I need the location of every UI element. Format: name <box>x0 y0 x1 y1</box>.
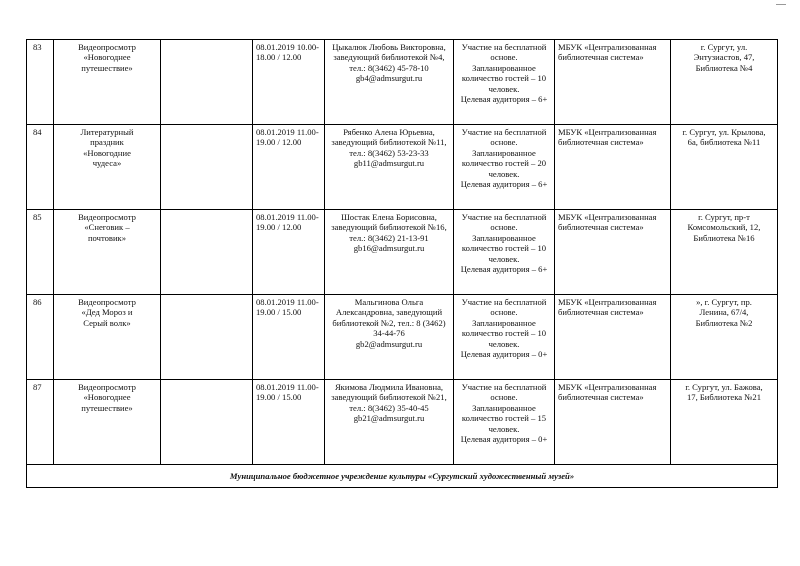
table-row <box>27 295 778 380</box>
terms-cell-line: Целевая аудитория – 0+ <box>460 434 548 445</box>
address-cell-line: Библиотека №2 <box>695 317 753 328</box>
contact-cell-line: библиотекой №2, тел.: 8 (3462) <box>332 317 446 328</box>
events-table <box>26 39 778 488</box>
empty-cell <box>161 380 253 465</box>
date-time-cell-line: 18.00 / 12.00 <box>256 52 302 63</box>
terms-cell-line: Запланированное <box>472 402 536 413</box>
organizer-cell <box>555 380 671 465</box>
terms-cell-line: основе. <box>490 52 518 63</box>
contact-cell-line: Мальгинова Ольга <box>354 297 424 307</box>
event-name-cell-line: «Новогодние <box>83 147 131 158</box>
organizer-cell-line: МБУК «Централизованная <box>558 212 657 222</box>
contact-cell-line: заведующий библиотекой №4, <box>333 52 445 63</box>
address-cell-line: г. Сургут, ул. <box>700 42 748 52</box>
address-cell-line: г. Сургут, ул. Бажова, <box>685 382 763 392</box>
address-cell-line: Ленина, 67/4, <box>699 307 749 318</box>
empty-cell <box>161 125 253 210</box>
contact-cell-line: заведующий библиотекой №21, <box>331 392 447 403</box>
contact-cell-line: тел.: 8(3462) 53-23-33 <box>349 147 429 158</box>
date-time-cell-line: 19.00 / 12.00 <box>256 137 302 148</box>
date-time-cell-line: 08.01.2019 11.00- <box>256 382 319 392</box>
section-header-row <box>27 465 778 488</box>
contact-cell <box>325 295 454 380</box>
event-name-cell-line: Видеопросмотр <box>78 212 136 222</box>
terms-cell-line: количество гостей – 10 <box>461 328 547 339</box>
event-name-cell-line: путешествие» <box>81 62 133 73</box>
contact-cell-line: тел.: 8(3462) 45-78-10 <box>349 62 429 73</box>
terms-cell-line: количество гостей – 10 <box>461 73 547 84</box>
address-cell-line: г. Сургут, ул. Крылова, <box>682 127 766 137</box>
table-row <box>27 380 778 465</box>
contact-cell-line: Александровна, заведующий <box>335 307 443 318</box>
terms-cell-line: человек. <box>488 338 520 349</box>
table-row <box>27 210 778 295</box>
row-number: 87 <box>27 380 54 465</box>
address-cell-line: Библиотека №4 <box>695 62 753 73</box>
event-name-cell-line: Серый волк» <box>83 317 131 328</box>
row-number: 84 <box>27 125 54 210</box>
terms-cell-line: Участие на бесплатной <box>461 127 547 137</box>
terms-cell-line: Участие на бесплатной <box>461 297 547 307</box>
terms-cell-line: человек. <box>488 423 520 434</box>
contact-cell-line: заведующий библиотекой №16, <box>331 222 447 233</box>
date-time-cell <box>253 40 325 125</box>
address-cell <box>671 40 778 125</box>
terms-cell-line: человек. <box>488 253 520 264</box>
date-time-cell <box>253 210 325 295</box>
date-time-cell <box>253 380 325 465</box>
contact-cell-line: Рябенко Алена Юрьевна, <box>343 127 435 137</box>
event-name-cell-line: «Дед Мороз и <box>81 307 133 318</box>
date-time-cell <box>253 295 325 380</box>
contact-cell-line: gb4@admsurgut.ru <box>355 73 423 84</box>
address-cell-line: Энтузиастов, 47, <box>693 52 755 63</box>
terms-cell-line: Запланированное <box>472 317 536 328</box>
terms-cell-line: человек. <box>488 168 520 179</box>
terms-cell <box>454 210 555 295</box>
empty-cell <box>161 40 253 125</box>
date-time-cell-line: 19.00 / 12.00 <box>256 222 302 233</box>
address-cell-line: 6а, библиотека №11 <box>687 137 761 148</box>
date-time-cell-line: 08.01.2019 11.00- <box>256 212 319 222</box>
event-name-cell-line: Видеопросмотр <box>78 382 136 392</box>
event-name-cell-line: Видеопросмотр <box>78 42 136 52</box>
terms-cell-line: основе. <box>490 307 518 318</box>
event-name-cell-line: «Снеговик – <box>84 222 130 233</box>
contact-cell <box>325 210 454 295</box>
event-name-cell-line: «Новогоднее <box>83 52 131 63</box>
organizer-cell <box>555 125 671 210</box>
row-number: 83 <box>27 40 54 125</box>
event-name-cell <box>54 380 161 465</box>
contact-cell-line: Якимова Людмила Ивановна, <box>334 382 444 392</box>
contact-cell-line: заведующий библиотекой №11, <box>331 137 447 148</box>
empty-cell <box>161 295 253 380</box>
address-cell-line: 17, Библиотека №21 <box>686 392 762 403</box>
contact-cell-line: тел.: 8(3462) 35-40-45 <box>349 402 429 413</box>
organizer-cell-line: МБУК «Централизованная <box>558 127 657 137</box>
address-cell <box>671 125 778 210</box>
table-row <box>27 125 778 210</box>
event-name-cell-line: чудеса» <box>92 158 122 169</box>
event-name-cell-line: почтовик» <box>87 232 127 243</box>
address-cell <box>671 295 778 380</box>
organizer-cell-line: библиотечная система» <box>558 52 644 63</box>
terms-cell-line: Запланированное <box>472 62 536 73</box>
terms-cell <box>454 40 555 125</box>
date-time-cell <box>253 125 325 210</box>
date-time-cell-line: 08.01.2019 11.00- <box>256 127 319 137</box>
event-name-cell-line: Литературный <box>80 127 134 137</box>
organizer-cell-line: библиотечная система» <box>558 137 644 148</box>
address-cell-line: », г. Сургут, пр. <box>696 297 752 307</box>
terms-cell-line: количество гостей – 20 <box>461 158 547 169</box>
empty-cell <box>161 210 253 295</box>
terms-cell-line: Целевая аудитория – 6+ <box>460 94 548 105</box>
event-name-cell-line: «Новогоднее <box>83 392 131 403</box>
organizer-cell-line: библиотечная система» <box>558 222 644 233</box>
event-name-cell-line: Видеопросмотр <box>78 297 136 307</box>
event-name-cell <box>54 295 161 380</box>
address-cell-line: Комсомольский, 12, <box>687 222 761 233</box>
date-time-cell-line: 19.00 / 15.00 <box>256 392 302 403</box>
page-corner-mark <box>776 4 786 13</box>
event-name-cell <box>54 40 161 125</box>
terms-cell-line: Запланированное <box>472 232 536 243</box>
contact-cell-line: тел.: 8(3462) 21-13-91 <box>349 232 429 243</box>
date-time-cell-line: 08.01.2019 11.00- <box>256 297 319 307</box>
organizer-cell-line: библиотечная система» <box>558 392 644 403</box>
terms-cell-line: человек. <box>488 83 520 94</box>
terms-cell-line: Целевая аудитория – 0+ <box>460 349 548 360</box>
section-header-museum: Муниципальное бюджетное учреждение культуры «Сургутский художественный музей» <box>27 465 778 488</box>
organizer-cell <box>555 210 671 295</box>
contact-cell-line: Цыкалюк Любовь Викторовна, <box>332 42 446 52</box>
event-name-cell <box>54 210 161 295</box>
organizer-cell-line: библиотечная система» <box>558 307 644 318</box>
contact-cell-line: Шостак Елена Борисовна, <box>341 212 437 222</box>
organizer-cell-line: МБУК «Централизованная <box>558 42 657 52</box>
event-name-cell-line: праздник <box>90 137 124 148</box>
contact-cell-line: gb16@admsurgut.ru <box>353 243 425 254</box>
address-cell <box>671 210 778 295</box>
terms-cell-line: Участие на бесплатной <box>461 382 547 392</box>
events-table-body <box>27 40 778 465</box>
row-number: 86 <box>27 295 54 380</box>
organizer-cell-line: МБУК «Централизованная <box>558 297 657 307</box>
table-row <box>27 40 778 125</box>
event-name-cell-line: путешествие» <box>81 402 133 413</box>
organizer-cell <box>555 295 671 380</box>
contact-cell <box>325 40 454 125</box>
terms-cell-line: Участие на бесплатной <box>461 42 547 52</box>
organizer-cell <box>555 40 671 125</box>
terms-cell-line: основе. <box>490 137 518 148</box>
terms-cell-line: основе. <box>490 392 518 403</box>
contact-cell-line: 34-44-76 <box>373 328 405 339</box>
contact-cell-line: gb11@admsurgut.ru <box>353 158 425 169</box>
terms-cell-line: основе. <box>490 222 518 233</box>
terms-cell-line: Запланированное <box>472 147 536 158</box>
terms-cell-line: Целевая аудитория – 6+ <box>460 179 548 190</box>
contact-cell-line: gb21@admsurgut.ru <box>353 413 425 424</box>
organizer-cell-line: МБУК «Централизованная <box>558 382 657 392</box>
terms-cell <box>454 380 555 465</box>
address-cell-line: г. Сургут, пр-т <box>698 212 750 222</box>
terms-cell-line: Участие на бесплатной <box>461 212 547 222</box>
terms-cell <box>454 125 555 210</box>
contact-cell <box>325 125 454 210</box>
terms-cell <box>454 295 555 380</box>
terms-cell-line: количество гостей – 15 <box>461 413 547 424</box>
date-time-cell-line: 19.00 / 15.00 <box>256 307 302 318</box>
address-cell <box>671 380 778 465</box>
address-cell-line: Библиотека №16 <box>693 232 755 243</box>
row-number: 85 <box>27 210 54 295</box>
terms-cell-line: количество гостей – 10 <box>461 243 547 254</box>
contact-cell-line: gb2@admsurgut.ru <box>355 338 423 349</box>
contact-cell <box>325 380 454 465</box>
event-name-cell <box>54 125 161 210</box>
date-time-cell-line: 08.01.2019 10.00- <box>256 42 320 52</box>
terms-cell-line: Целевая аудитория – 6+ <box>460 264 548 275</box>
